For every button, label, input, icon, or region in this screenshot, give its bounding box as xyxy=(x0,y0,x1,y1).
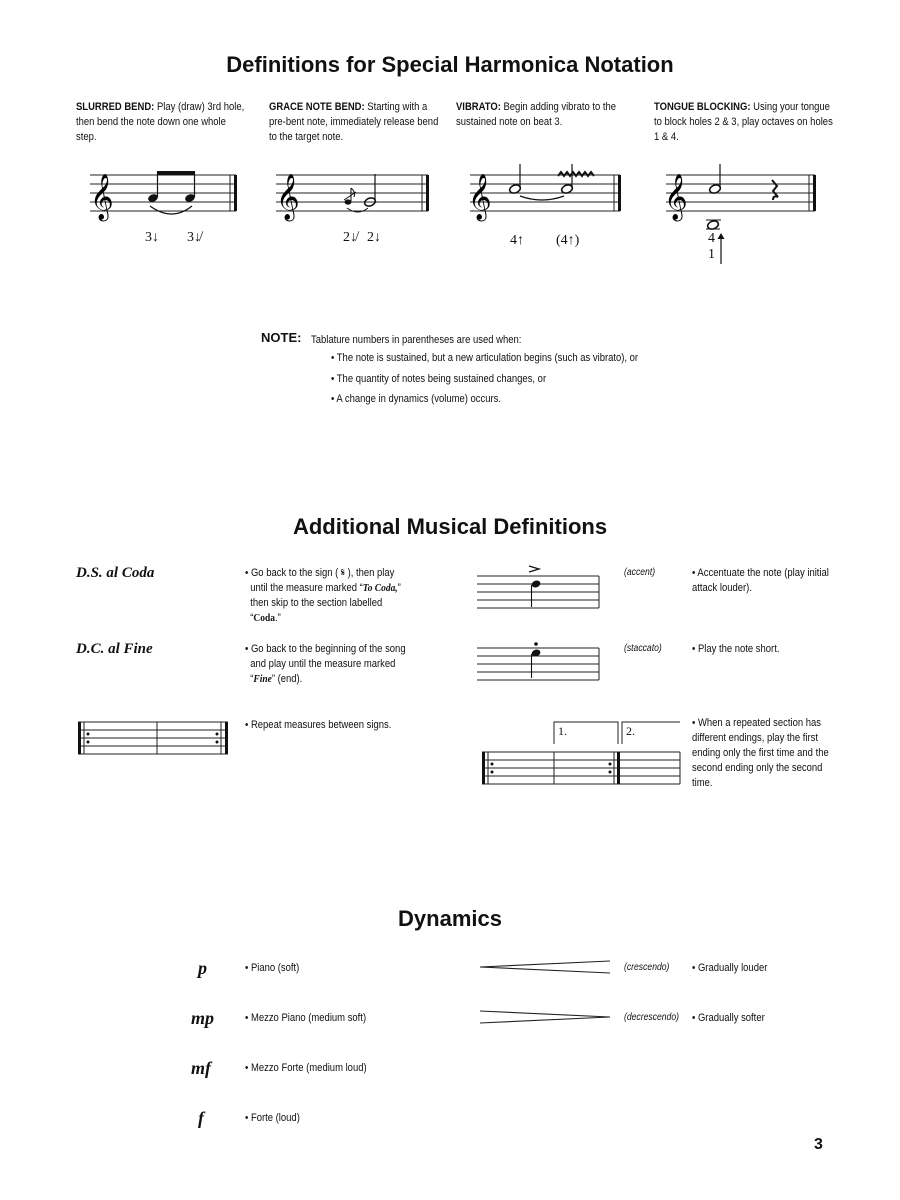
definition-grace-note-bend xyxy=(269,100,441,145)
accent-text: • Accentuate the note (play initial attack louder). xyxy=(692,567,829,594)
notation-examples xyxy=(0,160,900,270)
dynamic-text: • Mezzo Piano (medium soft) xyxy=(245,1012,367,1024)
decrescendo-hairpin xyxy=(480,1011,610,1023)
note-bullet: • A change in dynamics (volume) occurs. xyxy=(331,393,502,405)
definition-term: SLURRED BEND: xyxy=(76,101,155,113)
repeat-signs-staff xyxy=(76,718,236,758)
dc-al-fine-text: • Go back to the beginning of the song and play until the measure marked “Fine” (end). xyxy=(245,643,406,685)
endings-text: • When a repeated section has different endings, play the first ending only the first time and the second ending only the second time. xyxy=(692,717,829,789)
definition-text: Play (draw) 3rd hole, then bend the note down one whole step. xyxy=(76,101,245,143)
tab-number: 4 xyxy=(708,231,715,246)
staff-slurred-bend xyxy=(90,171,237,222)
treble-clef-icon: 𝄞 xyxy=(664,174,688,219)
first-ending-label: 1. xyxy=(558,724,567,738)
second-ending-label: 2. xyxy=(626,724,635,738)
treble-clef-icon: 𝄞 xyxy=(90,174,114,219)
hairpins xyxy=(476,955,616,1035)
tab-number: 2↓ xyxy=(367,230,381,245)
definition-slurred-bend xyxy=(76,100,248,145)
crescendo-hairpin xyxy=(480,961,610,973)
note-bullet: • The note is sustained, but a new articulation begins (such as vibrato), or xyxy=(331,352,639,364)
tab-number: 3↓ xyxy=(145,230,159,245)
definition-term: TONGUE BLOCKING: xyxy=(654,101,751,113)
definition-text: Begin adding vibrato to the sustained note on beat 3. xyxy=(456,101,617,128)
tab-number: 1 xyxy=(708,247,715,262)
staccato-label: (staccato) xyxy=(624,643,662,654)
ds-al-coda-term: D.S. al Coda xyxy=(76,565,155,581)
crescendo-text: • Gradually louder xyxy=(692,962,768,974)
tab-number: 2↓̸ xyxy=(343,230,357,245)
endings-staff xyxy=(478,716,683,786)
staff-grace-note-bend xyxy=(276,174,429,222)
definition-term: VIBRATO: xyxy=(456,101,501,113)
arrow-up-icon xyxy=(716,232,726,264)
staff-vibrato xyxy=(468,164,621,222)
dynamic-text: • Mezzo Forte (medium loud) xyxy=(245,1062,367,1074)
note-intro: Tablature numbers in parentheses are used when: xyxy=(311,334,522,346)
tab-number: (4↑) xyxy=(556,233,580,248)
staff-tongue-blocking xyxy=(664,164,816,230)
page-number: 3 xyxy=(814,1136,823,1153)
dynamic-text: • Piano (soft) xyxy=(245,962,300,974)
crescendo-label: (crescendo) xyxy=(624,962,670,973)
dynamic-text: • Forte (loud) xyxy=(245,1112,300,1124)
note-block xyxy=(261,329,301,347)
section-title-additional: Additional Musical Definitions xyxy=(292,514,608,539)
dynamic-mark: p xyxy=(198,958,207,978)
accent-label: (accent) xyxy=(624,567,656,578)
note-label: NOTE: xyxy=(261,330,302,345)
definition-term: GRACE NOTE BEND: xyxy=(269,101,365,113)
tab-number: 4↑ xyxy=(510,233,524,248)
dynamic-mark: mp xyxy=(191,1008,215,1028)
dynamic-mark: mf xyxy=(191,1058,211,1078)
definition-text: Starting with a pre-bent note, immediately release bend to the target note. xyxy=(269,101,439,143)
dc-al-fine-term: D.C. al Fine xyxy=(76,641,153,657)
staccato-text: • Play the note short. xyxy=(692,643,780,655)
definition-vibrato xyxy=(456,100,628,130)
note-bullet: • The quantity of notes being sustained changes, or xyxy=(331,373,547,385)
accent-staff xyxy=(475,562,605,612)
staccato-staff xyxy=(475,640,605,690)
dynamic-mark: f xyxy=(198,1108,204,1128)
decrescendo-label: (decrescendo) xyxy=(624,1012,679,1023)
page-title: Definitions for Special Harmonica Notation xyxy=(226,52,674,77)
treble-clef-icon: 𝄞 xyxy=(468,174,492,219)
decrescendo-text: • Gradually softer xyxy=(692,1012,765,1024)
treble-clef-icon: 𝄞 xyxy=(276,174,300,219)
tab-number: 3↓̸ xyxy=(187,230,201,245)
repeat-text: • Repeat measures between signs. xyxy=(245,719,392,731)
definition-text: Using your tongue to block holes 2 & 3, play octaves on holes 1 & 4. xyxy=(654,101,833,143)
ds-al-coda-text: • Go back to the sign ( 𝄋 ), then play until the measure marked “To Coda,” then skip to the section labelled “Coda.” xyxy=(245,567,401,624)
definition-tongue-blocking xyxy=(654,100,835,145)
section-title-dynamics: Dynamics xyxy=(398,906,502,931)
